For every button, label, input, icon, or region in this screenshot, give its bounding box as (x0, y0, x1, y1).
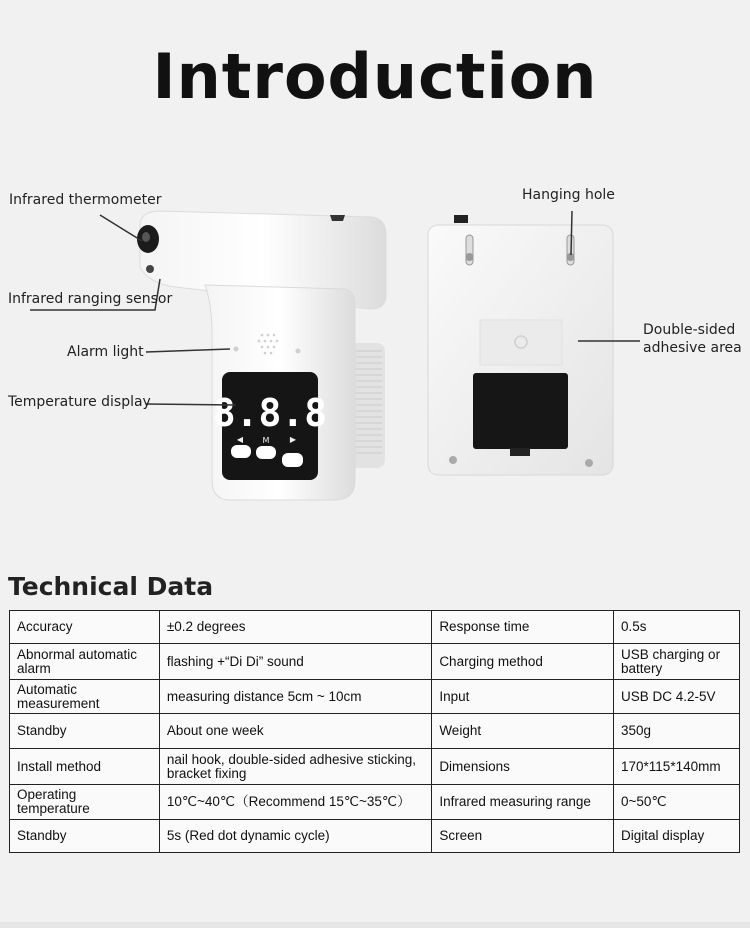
svg-text:◀: ◀ (236, 435, 244, 444)
table-row (10, 680, 740, 714)
table-cell-label-a: Accuracy (10, 611, 160, 644)
table-row (10, 820, 740, 853)
adhesive-area (480, 320, 562, 365)
callout-infrared-ranging-sensor: Infrared ranging sensor (8, 291, 173, 307)
table-cell-label-b: Dimensions (432, 749, 614, 785)
callout-temperature-display: Temperature display (8, 394, 151, 410)
technical-data-table (9, 610, 740, 853)
table-cell-label-a: Install method (10, 749, 160, 785)
svg-text:M: M (262, 436, 270, 445)
table-cell-label-b: Weight (432, 714, 614, 749)
table-cell-value-b: USB charging or battery (614, 644, 740, 680)
ranging-sensor (146, 265, 154, 273)
table-cell-label-a: Standby (10, 714, 160, 749)
callout-adhesive-area: adhesive area (643, 340, 742, 356)
technical-data-heading: Technical Data (8, 572, 214, 601)
table-cell-value-b: USB DC 4.2-5V (614, 680, 740, 714)
table-cell-label-b: Charging method (432, 644, 614, 680)
table-cell-value-b: Digital display (614, 820, 740, 853)
table-cell-value-a: 10℃~40℃（Recommend 15℃~35℃） (159, 785, 431, 820)
button-mid (256, 446, 276, 459)
table-row (10, 714, 740, 749)
alarm-light (234, 347, 239, 352)
front-device (137, 211, 386, 500)
table-cell-value-b: 350g (614, 714, 740, 749)
table-cell-value-a: ±0.2 degrees (159, 611, 431, 644)
callout-hanging-hole: Hanging hole (522, 187, 615, 203)
button-right (282, 453, 303, 467)
back-device (428, 215, 613, 475)
table-cell-label-a: Automatic measurement (10, 680, 160, 714)
table-cell-value-b: 0.5s (614, 611, 740, 644)
table-row (10, 785, 740, 820)
bottom-bar (0, 922, 750, 928)
table-cell-label-b: Response time (432, 611, 614, 644)
callout-infrared-thermometer: Infrared thermometer (9, 192, 162, 208)
table-cell-label-a: Operating temperature (10, 785, 160, 820)
table-cell-value-b: 170*115*140mm (614, 749, 740, 785)
table-cell-value-a: 5s (Red dot dynamic cycle) (159, 820, 431, 853)
table-cell-label-a: Abnormal automatic alarm (10, 644, 160, 680)
callout-alarm-light: Alarm light (67, 344, 144, 360)
battery-cover (473, 373, 568, 449)
table-cell-label-b: Input (432, 680, 614, 714)
table-cell-value-a: flashing +“Di Di” sound (159, 644, 431, 680)
page-title: Introduction (152, 40, 598, 113)
table-cell-label-b: Infrared measuring range (432, 785, 614, 820)
table-cell-value-a: nail hook, double-sided adhesive sticking, bracket fixing (159, 749, 431, 785)
svg-text:▶: ▶ (289, 435, 297, 444)
table-row (10, 644, 740, 680)
table-row (10, 749, 740, 785)
table-cell-value-b: 0~50℃ (614, 785, 740, 820)
table-cell-label-a: Standby (10, 820, 160, 853)
table-cell-value-a: measuring distance 5cm ~ 10cm (159, 680, 431, 714)
button-left (231, 445, 251, 458)
callout-double-sided: Double-sided (643, 322, 736, 338)
table-cell-label-b: Screen (432, 820, 614, 853)
hanging-hole-left (466, 235, 474, 265)
table-row (10, 611, 740, 644)
table-cell-value-a: About one week (159, 714, 431, 749)
display-readout: 8.8.8 (212, 391, 328, 435)
